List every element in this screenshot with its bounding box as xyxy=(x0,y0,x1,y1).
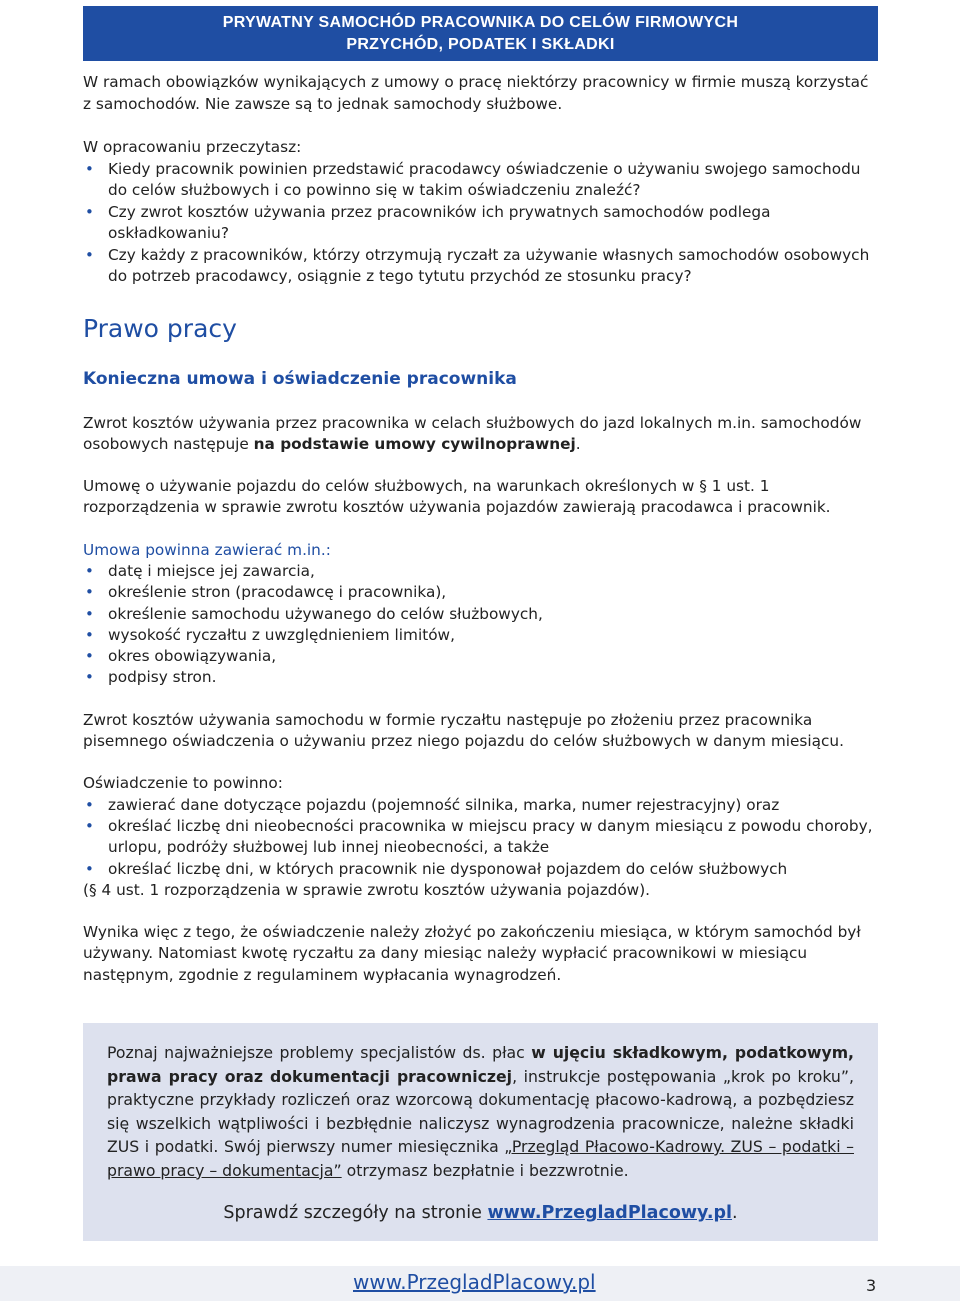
paragraph-lump-sum: Zwrot kosztów używania samochodu w formie ryczałtu następuje po złożeniu przez pracownika pisemnego oświadczenia o używaniu przez niego pojazdu do celów służbowych w danym miesiącu. xyxy=(83,710,844,751)
section-title: Prawo pracy xyxy=(83,313,237,343)
list-item: • datę i miejsce jej zawarcia, xyxy=(83,561,878,582)
promo-cta-end: . xyxy=(732,1203,738,1223)
list-item: • określać liczbę dni nieobecności pracownika w miejscu pracy w danym miesiącu z powodu choroby, urlopu, podróży służbowej lub innej nieobecności, a także xyxy=(83,816,878,859)
intro-paragraph: W ramach obowiązków wynikających z umowy o pracę niektórzy pracownicy w firmie muszą korzystać z samochodów. Nie zawsze są to jednak samochody służbowe. xyxy=(83,73,869,113)
list-item: • zawierać dane dotyczące pojazdu (pojemność silnika, marka, numer rejestracyjny) oraz xyxy=(83,795,878,816)
header-title-line2: PRZYCHÓD, PODATEK I SKŁADKI xyxy=(346,36,615,53)
list-item: • określenie stron (pracodawcę i pracownika), xyxy=(83,582,878,603)
intro-block xyxy=(83,72,878,288)
list-item: • Czy każdy z pracowników, którzy otrzymują ryczałt za używanie własnych samochodów osobowych do potrzeb pracodawcy, osiągnie z tego tytutu przychód ze stosunku pracy? xyxy=(83,245,878,288)
contract-heading: Umowa powinna zawierać m.in.: xyxy=(83,540,331,559)
intro-bullet-list xyxy=(83,159,878,288)
list-item: • określać liczbę dni, w których pracownik nie dysponował pojazdem do celów służbowych xyxy=(83,859,878,880)
subsection-title: Konieczna umowa i oświadczenie pracownika xyxy=(83,368,517,389)
paragraph-contract-basis xyxy=(83,413,878,456)
list-item: • wysokość ryczałtu z uwzględnieniem limitów, xyxy=(83,625,878,646)
promo-text xyxy=(107,1041,854,1182)
page-number: 3 xyxy=(866,1276,877,1295)
main-content xyxy=(83,72,878,1007)
header-title-line1: PRYWATNY SAMOCHÓD PRACOWNIKA DO CELÓW FIRMOWYCH xyxy=(222,14,739,31)
intro-lead: W opracowaniu przeczytasz: xyxy=(83,138,302,156)
promo-text-part: Poznaj najważniejsze problemy specjalistów ds. płac xyxy=(107,1043,532,1062)
list-item: • Kiedy pracownik powinien przedstawić pracodawcy oświadczenie o używaniu swojego samochodu do celów służbowych i co powinno się w takim oświadczeniu znaleźć? xyxy=(83,159,878,202)
list-item: • Czy zwrot kosztów używania przez pracowników ich prywatnych samochodów podlega oskładkowaniu? xyxy=(83,202,878,245)
promo-box xyxy=(83,1023,878,1241)
promo-cta-text: Sprawdź szczegóły na stronie xyxy=(223,1203,488,1223)
statement-reference: (§ 4 ust. 1 rozporządzenia w sprawie zwrotu kosztów używania pojazdów). xyxy=(83,880,651,899)
promo-magazine-title: „Przegląd Płacowo-Kadrowy. ZUS – podatki – prawo pracy – dokumentacja” xyxy=(107,1137,854,1180)
bold-text: na podstawie umowy cywilnoprawnej xyxy=(253,434,576,453)
promo-website-link[interactable]: www.PrzegladPlacowy.pl xyxy=(487,1203,733,1223)
statement-items-list xyxy=(83,795,878,880)
body-text xyxy=(83,413,878,987)
contract-items-list xyxy=(83,561,878,689)
footer-website-link[interactable]: www.PrzegladPlacowy.pl xyxy=(353,1270,596,1294)
paragraph-text: . xyxy=(575,434,581,453)
paragraph-contract-parties: Umowę o używanie pojazdu do celów służbowych, na warunkach określonych w § 1 ust. 1 rozporządzenia w sprawie zwrotu kosztów używania pojazdów zawierają pracodawca i pracownik. xyxy=(83,477,831,517)
list-item: • określenie samochodu używanego do celów służbowych, xyxy=(83,604,878,625)
document-header xyxy=(83,6,878,61)
statement-heading: Oświadczenie to powinno: xyxy=(83,774,283,793)
promo-text-part: otrzymasz bezpłatnie i bezzwrotnie. xyxy=(341,1160,629,1180)
paragraph-conclusion: Wynika więc z tego, że oświadczenie należy złożyć po zakończeniu miesiąca, w którym samochód był używany. Natomiast kwotę ryczałtu za dany miesiąc należy wypłacić pracownikowi w miesiącu następnym, zgodnie z regulaminem wypłacania wynagrodzeń. xyxy=(83,923,861,984)
promo-text-part: , instrukcje postępowania „krok po kroku”, praktyczne przykłady rozliczeń oraz wzorcową dokumentację płacowo-kadrową, a pozbędziesz się wszelkich wątpliwości i bezbłędnie naliczysz wynagrodzenia pracownicze, należne składki ZUS i podatki. Swój pierwszy numer miesięcznika xyxy=(107,1066,854,1156)
promo-cta xyxy=(107,1202,854,1226)
paragraph-text: Zwrot kosztów używania przez pracownika w celach służbowych do jazd lokalnych m.in. samochodów osobowych następuje xyxy=(83,413,862,453)
list-item: • okres obowiązywania, xyxy=(83,646,878,667)
promo-bold-text: w ujęciu składkowym, podatkowym, prawa pracy oraz dokumentacji pracowniczej xyxy=(107,1043,855,1086)
list-item: • podpisy stron. xyxy=(83,667,878,688)
